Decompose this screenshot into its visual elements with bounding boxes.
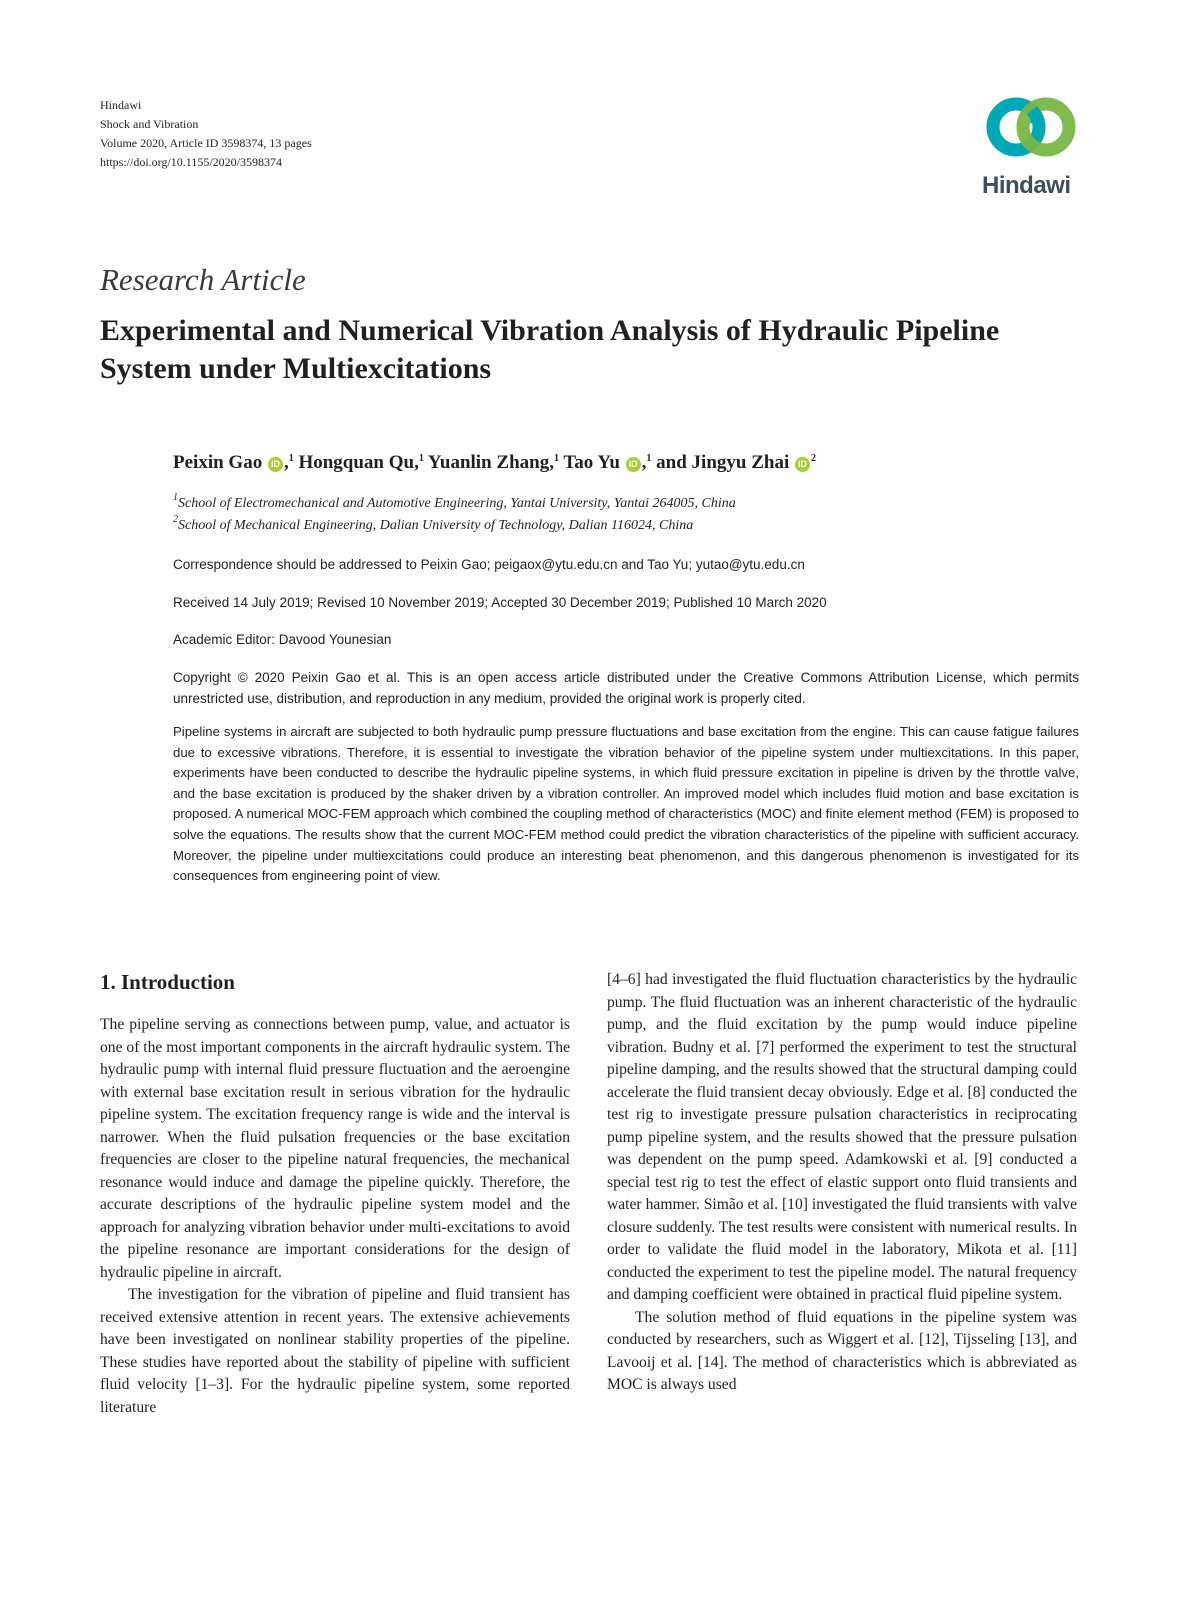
body-paragraph: The investigation for the vibration of pipeline and fluid transient has received extensive attention in recent years. The extensive achievements have been investigated on nonlinear stability properties of the pipeline. These studies have reported about the stability of pipeline with sufficient fluid velocity [1–3]. For the hydraulic pipeline system, some reported literature <box>100 1286 570 1416</box>
body-paragraph: The pipeline serving as connections between pump, value, and actuator is one of the most important components in the aircraft hydraulic system. The hydraulic pump with internal fluid pressure fluctuation and the aeroengine with external base excitation result in serious vibration for the hydraulic pipeline system. The excitation frequency range is wide and the interval is narrower. When the fluid pulsation frequencies or the base excitation frequencies are closer to the pipeline natural frequencies, the mechanical resonance would induce and damage the pipeline quickly. Therefore, the accurate descriptions of the hydraulic pipeline system model and the approach for analyzing vibration behavior under multi-excitations to avoid the pipeline resonance are important considerations for the design of hydraulic pipeline in aircraft. <box>100 1016 571 1281</box>
author-name[interactable]: Yuanlin Zhang, <box>427 452 554 473</box>
section-heading: 1. Introduction <box>100 970 235 994</box>
author-affiliation-mark: 1 <box>553 453 559 464</box>
affiliation-mark: 2 <box>173 514 178 525</box>
author-name[interactable]: Tao Yu <box>563 452 620 473</box>
correspondence: Correspondence should be addressed to Peixin Gao; peigaox@ytu.edu.cn and Tao Yu; yutao@ytu.edu.cn <box>173 557 805 572</box>
journal-header <box>100 96 312 172</box>
author-affiliation-mark: 2 <box>810 453 816 464</box>
doi-link[interactable]: https://doi.org/10.1155/2020/3598374 <box>100 155 283 169</box>
author-affiliation-mark: 1 <box>288 453 294 464</box>
affiliation-text: School of Electromechanical and Automotive Engineering, Yantai University, Yantai 264005, China <box>178 496 736 511</box>
right-column <box>607 969 1077 1397</box>
body-paragraph: The solution method of fluid equations in the pipeline system was conducted by researchers, such as Wiggert et al. [12], Tijsseling [13], and Lavooij et al. [14]. The method of characteristics which is abbreviated as MOC is always used <box>607 1308 1077 1393</box>
affiliation-mark: 1 <box>173 492 178 503</box>
affiliation-2 <box>173 514 694 534</box>
author-name[interactable]: and Jingyu Zhai <box>656 452 790 473</box>
orcid-icon[interactable]: iD <box>795 457 810 472</box>
author-affiliation-mark: 1 <box>418 453 424 464</box>
affiliation-text: School of Mechanical Engineering, Dalian University of Technology, Dalian 116024, China <box>178 518 694 533</box>
author-name[interactable]: Hongquan Qu, <box>298 452 419 473</box>
orcid-icon[interactable]: iD <box>626 457 641 472</box>
affiliation-1 <box>173 492 736 512</box>
author-affiliation-mark: 1 <box>646 453 652 464</box>
left-column <box>100 1014 570 1419</box>
article-type: Research Article <box>100 262 306 297</box>
academic-editor: Academic Editor: Davood Younesian <box>173 632 392 647</box>
body-paragraph: [4–6] had investigated the fluid fluctuation characteristics by the hydraulic pump. The fluid fluctuation was an inherent characteristic of the hydraulic pump, and the fluid excitation by the pump would induce pipeline vibration. Budny et al. [7] performed the experiment to test the structural pipeline damping, and the results showed that the structural damping could accelerate the fluid transient decay obviously. Edge et al. [8] conducted the test rig to investigate pressure pulsation characteristics in reciprocating pump pipeline system, and the results showed that the pressure pulsation was dependent on the pump speed. Adamkowski et al. [9] conducted a special test rig to test the effect of elastic support onto fluid transients and water hammer. Simão et al. [10] investigated the fluid transients with valve closure suddenly. The test results were consistent with numerical results. In order to validate the fluid model in the laboratory, Mikota et al. [11] conducted the experiment to test the pipeline model. The natural frequency and damping coefficient were obtained in practical fluid pipeline system. <box>607 971 1077 1303</box>
publisher-name: Hindawi <box>100 98 142 112</box>
publication-dates: Received 14 July 2019; Revised 10 November 2019; Accepted 30 December 2019; Published 10 March 2020 <box>173 595 827 610</box>
author-name[interactable]: Peixin Gao <box>173 452 263 473</box>
volume-info: Volume 2020, Article ID 3598374, 13 pages <box>100 136 312 150</box>
journal-name: Shock and Vibration <box>100 117 199 131</box>
article-title: Experimental and Numerical Vibration Analysis of Hydraulic Pipeline System under Multiexcitations <box>100 314 1000 385</box>
orcid-icon[interactable]: iD <box>268 457 283 472</box>
hindawi-wordmark: Hindawi <box>982 172 1071 199</box>
copyright-notice: Copyright © 2020 Peixin Gao et al. This is an open access article distributed under the Creative Commons Attribution License, which permits unrestricted use, distribution, and reproduction in any medium, provided the original work is properly cited. <box>173 670 1079 706</box>
abstract: Pipeline systems in aircraft are subjected to both hydraulic pump pressure fluctuations and base excitation from the engine. This can cause fatigue failures due to excessive vibrations. Therefore, it is essential to investigate the vibration behavior of the pipeline system under multiexcitations. In this paper, experiments have been conducted to describe the hydraulic pipeline systems, in which fluid pressure excitation in pipeline is driven by the throttle valve, and the base excitation is produced by the shaker driven by a vibration controller. An improved model which includes fluid motion and base excitation is proposed. A numerical MOC-FEM approach which combined the coupling method of characteristics (MOC) and finite element method (FEM) is proposed to solve the equations. The results show that the current MOC-FEM method could predict the vibration characteristics of the pipeline with sufficient accuracy. Moreover, the pipeline under multiexcitations could produce an interesting beat phenomenon, and this dangerous phenomenon is investigated for its consequences from engineering point of view. <box>173 724 1079 884</box>
author-list: Peixin Gao iD ,$^1$ Hongquan Qu,$^1$ Yuanlin Zhang,$^1$ Tao Yu iD ,$^1$ and Jingyu Zhai iD $^2$ <box>173 452 816 473</box>
